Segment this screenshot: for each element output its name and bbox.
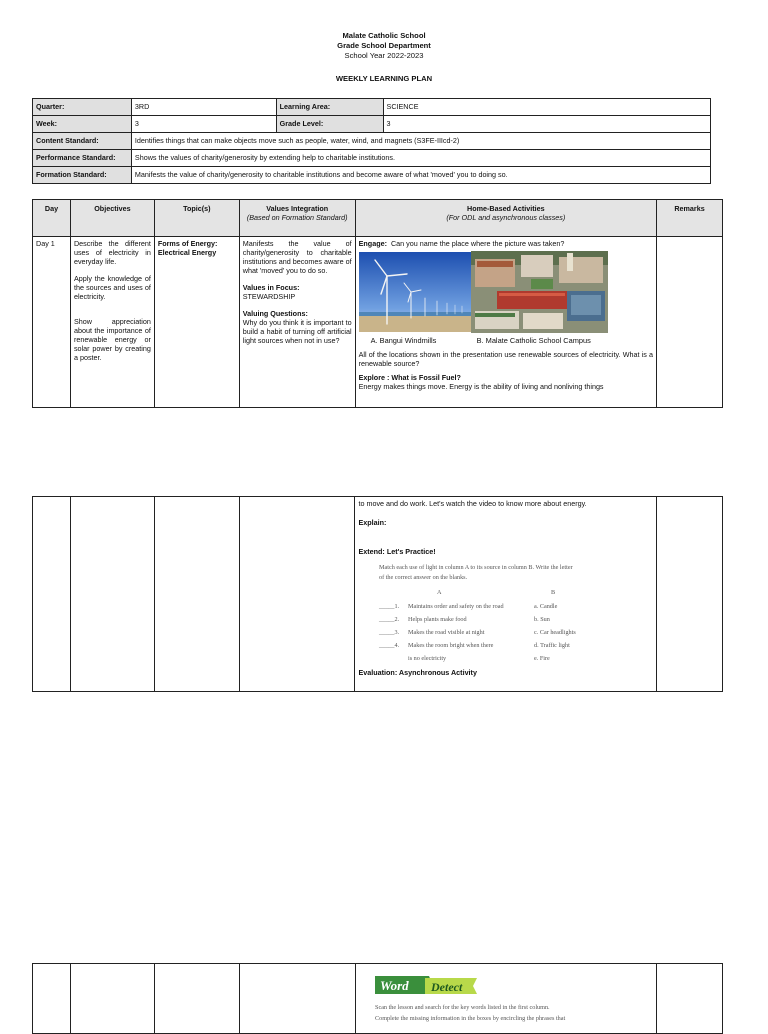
- content-standard-value: Identifies things that can make objects move such as people, water, wind, and magnets (S3FE-IIIcd-2): [131, 133, 710, 150]
- objectives-cell: [70, 237, 154, 408]
- content-standard-label: Content Standard:: [33, 133, 132, 150]
- header-remarks: Remarks: [657, 200, 723, 237]
- worksheet-col-a: A: [437, 589, 442, 596]
- values-focus: STEWARDSHIP: [242, 292, 296, 301]
- performance-standard-label: Performance Standard:: [33, 150, 132, 167]
- plan-header-row: [33, 200, 723, 237]
- header-activities-title: Home-Based Activities: [467, 204, 545, 213]
- worksheet-item-text: Maintains order and safety on the road: [408, 603, 504, 610]
- activities-cell-continued: [355, 497, 657, 692]
- formation-standard-label: Formation Standard:: [33, 167, 132, 184]
- info-row-formation: [33, 167, 711, 184]
- header-activities: [355, 200, 656, 237]
- worksheet-item-text: Helps plants make food: [408, 616, 467, 623]
- worksheet-item-choice: b. Sun: [534, 616, 550, 623]
- week-value: 3: [131, 116, 276, 133]
- worksheet-col-b: B: [551, 589, 556, 596]
- valuing-text: Why do you think it is important to build a habit of turning off artificial light sources when not in use?: [242, 318, 352, 345]
- worksheet-item-num: _____4.: [379, 642, 400, 649]
- explore-text-continued: to move and do work. Let's watch the video to know more about energy.: [358, 499, 587, 508]
- values-focus-label: Values in Focus:: [242, 283, 300, 292]
- explore-label: Explore : What is Fossil Fuel?: [358, 373, 461, 382]
- evaluation-label: Evaluation: Asynchronous Activity: [358, 668, 477, 677]
- worksheet-item-num: _____2.: [379, 616, 400, 623]
- worksheet-item-text: is no electricity: [408, 655, 447, 662]
- renewable-text: All of the locations shown in the presentation use renewable sources of electricity. What is a renewable source?: [358, 350, 654, 368]
- info-row-quarter: [33, 99, 711, 116]
- objective-3: Show appreciation about the importance of renewable energy or solar power by creating a poster.: [73, 317, 151, 362]
- department-name: Grade School Department: [337, 41, 431, 50]
- word-detect-line-1: Scan the lesson and search for the key words listed in the first column.: [375, 1004, 550, 1011]
- header-values: [239, 200, 355, 237]
- worksheet-item-num: _____1.: [379, 603, 400, 610]
- worksheet-item-choice: a. Candle: [534, 603, 558, 610]
- logo-detect-text: Detect: [431, 980, 463, 994]
- info-row-performance: [33, 150, 711, 167]
- worksheet-item-text: Makes the road visible at night: [408, 629, 485, 636]
- caption-a: A. Bangui Windmills: [370, 336, 437, 345]
- header-day: Day: [33, 200, 71, 237]
- header-topics: Topic(s): [154, 200, 239, 237]
- header-activities-sub: (For ODL and asynchronous classes): [446, 213, 566, 222]
- grade-level-value: 3: [383, 116, 710, 133]
- header-values-title: Values Integration: [266, 204, 329, 213]
- week-label: Week:: [33, 116, 132, 133]
- header-objectives: Objectives: [70, 200, 154, 237]
- extend-label: Extend: Let's Practice!: [358, 547, 436, 556]
- worksheet-item-choice: d. Traffic light: [534, 642, 570, 649]
- objective-2: Apply the knowledge of the sources and uses of electricity.: [73, 274, 151, 301]
- campus-photo: [471, 251, 608, 333]
- values-text: Manifests the value of charity/generosity to charitable institutions and becomes aware of what 'moved' you to do so.: [242, 239, 352, 275]
- quarter-label: Quarter:: [33, 99, 132, 116]
- worksheet-item-num: _____3.: [379, 629, 400, 636]
- grade-level-label: Grade Level:: [276, 116, 383, 133]
- word-detect-logo: [375, 974, 481, 996]
- objective-1: Describe the different uses of electricity in everyday life.: [73, 239, 151, 266]
- learning-area-label: Learning Area:: [276, 99, 383, 116]
- worksheet-item-choice: c. Car headlights: [534, 629, 576, 636]
- info-table: [32, 98, 711, 184]
- school-year: School Year 2022-2023: [344, 51, 424, 60]
- school-name: Malate Catholic School: [342, 31, 426, 40]
- performance-standard-value: Shows the values of charity/generosity by extending help to charitable institutions.: [131, 150, 710, 167]
- engage-text: Can you name the place where the picture was taken?: [390, 239, 565, 248]
- worksheet-instruction-2: of the correct answer on the blanks.: [379, 574, 468, 581]
- day-cell: Day 1: [33, 237, 71, 408]
- learning-area-value: SCIENCE: [383, 99, 710, 116]
- plan-table-continued: [32, 496, 723, 692]
- worksheet-item-choice: e. Fire: [534, 655, 550, 662]
- worksheet-item-text: Makes the room bright when there: [408, 642, 494, 649]
- info-row-week: [33, 116, 711, 133]
- caption-b: B. Malate Catholic School Campus: [476, 336, 591, 345]
- values-cell: [239, 237, 355, 408]
- header-values-sub: (Based on Formation Standard): [246, 213, 348, 222]
- engage-label: Engage:: [358, 239, 387, 248]
- explore-text: Energy makes things move. Energy is the ability of living and nonliving things: [358, 382, 604, 391]
- worksheet-instruction-1: Match each use of light in column A to its source in column B. Write the letter: [379, 564, 573, 571]
- quarter-value: 3RD: [131, 99, 276, 116]
- info-row-content: [33, 133, 711, 150]
- valuing-label: Valuing Questions:: [242, 309, 308, 318]
- explain-label: Explain:: [358, 518, 387, 527]
- plan-title: WEEKLY LEARNING PLAN: [335, 74, 433, 83]
- topic-cell: Forms of Energy: Electrical Energy: [154, 237, 239, 408]
- word-detect-line-2: Complete the missing information in the boxes by encircling the phrases that: [375, 1015, 566, 1022]
- remarks-cell: [657, 237, 723, 408]
- windmills-photo: [359, 252, 471, 332]
- logo-word-text: Word: [380, 978, 409, 993]
- formation-standard-value: Manifests the value of charity/generosity to charitable institutions and become aware of what 'moved' you to doing so.: [131, 167, 710, 184]
- plan-row-continued: [33, 497, 723, 692]
